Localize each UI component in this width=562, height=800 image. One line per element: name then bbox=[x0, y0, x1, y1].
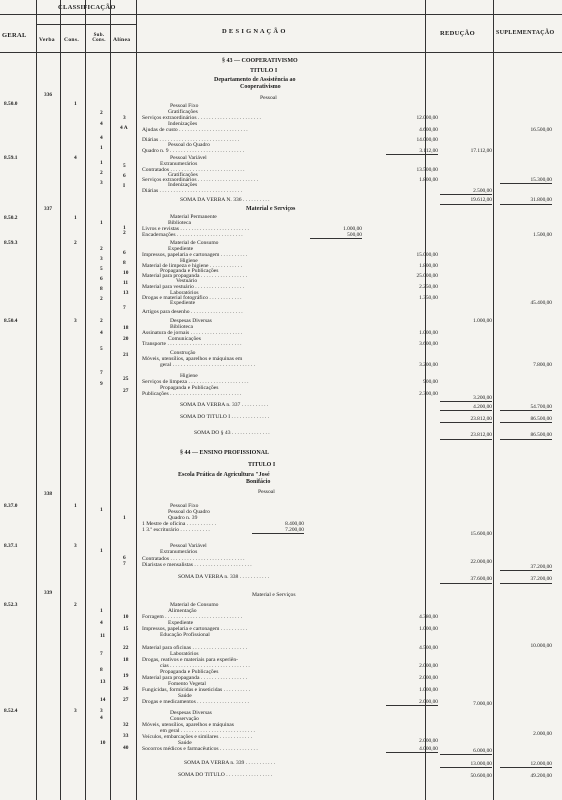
alinea-i: I bbox=[123, 183, 126, 189]
quadro-9: Quadro n. 9 . . . . . . . . . . . . . . . . . . . . . . . . . . . bbox=[142, 148, 245, 154]
red-publicacoes: 3.200,00 bbox=[440, 395, 492, 402]
impressos-2: Impressos, papelaria e cartonagem . . . . . . . . . . bbox=[142, 626, 248, 632]
ajudas-custo: Ajudas de custo . . . . . . . . . . . . . . . . . . . . . . . . . bbox=[142, 127, 248, 133]
despesas-diversas: Despesas Diversas bbox=[170, 318, 212, 324]
alinea-10b: 10 bbox=[123, 614, 129, 620]
red-contratados: 22.000,00 bbox=[470, 559, 492, 565]
header-rule-bottom bbox=[0, 52, 562, 53]
moveis-2-line1: Móveis, utensílios, aparelhos e máquinas bbox=[142, 722, 234, 728]
saude-2: Saúde bbox=[178, 740, 192, 746]
header-cons: Cons. bbox=[64, 37, 80, 43]
header-verba: Verba bbox=[39, 37, 55, 43]
alinea-10: 10 bbox=[123, 270, 129, 276]
alinea-8: 8 bbox=[123, 260, 126, 266]
sec43-heading: § 43 — COOPERATIVISMO bbox=[222, 58, 298, 64]
amt-oficinas: 4.500,00 bbox=[419, 645, 438, 651]
drogas-reativos-line1: Drogas, reativos e materiais para experiên- bbox=[142, 657, 238, 663]
sup-soma-337: 54.700,00 bbox=[500, 404, 552, 411]
amt-encadernacoes: 500,00 bbox=[310, 232, 362, 239]
subcons-3: 3 bbox=[100, 180, 103, 186]
subcons-6: 6 bbox=[100, 276, 103, 282]
propaganda-publicacoes: Propaganda e Publicações bbox=[160, 268, 219, 274]
subcons-8: 8 bbox=[100, 286, 103, 292]
col-divider-subcons bbox=[110, 0, 111, 800]
amt-escriturario: 7.200,00 bbox=[252, 527, 304, 534]
material-propaganda-2: Material para propaganda . . . . . . . . . . . . . . . . . bbox=[142, 675, 248, 681]
sup-oficinas: 10.000,00 bbox=[530, 643, 552, 649]
sec44-titulo: TITULO I bbox=[248, 462, 276, 468]
amt-servicos-extra-2: 1.800,00 bbox=[419, 177, 438, 183]
transporte: Transporte . . . . . . . . . . . . . . . . . . . . . . . . . . . bbox=[142, 341, 242, 347]
amt-livros: 1.000,00 bbox=[343, 226, 362, 232]
biblioteca-2: Biblioteca bbox=[170, 324, 193, 330]
conservacao: Conservação bbox=[170, 716, 199, 722]
subcons-4d: 4 bbox=[100, 620, 103, 626]
mestre-oficina: 1 Mestre de oficina . . . . . . . . . . . bbox=[142, 521, 217, 527]
amt-servicos-limpeza: 900,00 bbox=[423, 379, 438, 385]
cons-3c: 3 bbox=[74, 708, 77, 714]
subcons-2b: 2 bbox=[100, 170, 103, 176]
header-rule-classificacao bbox=[36, 24, 136, 25]
amt-assinatura: 1.000,00 bbox=[419, 330, 438, 336]
code-8-50-0: 8.50.0 bbox=[4, 101, 18, 107]
amt-diarias: 14.000,00 bbox=[416, 137, 438, 143]
red-quadro-39: 15.600,00 bbox=[470, 531, 492, 537]
amt-transporte: 3.600,00 bbox=[419, 341, 438, 347]
sup-soma-titulo-2: 49.200,00 bbox=[530, 773, 552, 779]
header-classificacao: CLASSIFICAÇÃO bbox=[58, 4, 116, 11]
sec44-heading: § 44 — ENSINO PROFISSIONAL bbox=[180, 450, 270, 456]
sec43-pessoal: Pessoal bbox=[260, 95, 277, 101]
extranumerarios-2: Extranumerários bbox=[160, 549, 198, 555]
artigos-desenho: Artigos para desenho . . . . . . . . . . . . . . . . . . . bbox=[142, 309, 243, 315]
pessoal-fixo: Pessoal Fixo bbox=[170, 103, 199, 109]
material-limpeza: Material de limpeza e higiene . . . . . . . . . . . . bbox=[142, 263, 243, 269]
red-soma-titulo-2: 50.600,00 bbox=[470, 773, 492, 779]
alinea-20: 20 bbox=[123, 336, 129, 342]
sup-soma-336: 31.800,00 bbox=[500, 197, 552, 205]
subcons-5b: 5 bbox=[100, 346, 103, 352]
code-8-59-1: 8.59.1 bbox=[4, 155, 18, 161]
subcons-7b: 7 bbox=[100, 651, 103, 657]
soma-verba-339: SOMA DA VERBA n. 339 . . . . . . . . . . . bbox=[184, 760, 276, 766]
amt-contratados: 13.500,00 bbox=[416, 167, 438, 173]
code-8-37-1: 8.37.1 bbox=[4, 543, 18, 549]
red-diarias-2: 2.500,00 bbox=[440, 188, 492, 195]
material-consumo-2: Material de Consumo bbox=[170, 602, 219, 608]
sup-servicos-extra-2: 15.300,00 bbox=[500, 177, 552, 184]
subcons-2: 2 bbox=[100, 110, 103, 116]
alinea-25: 25 bbox=[123, 376, 129, 382]
fungicidas: Fungicidas, formicidas e inseticidas . . . . . . . . . . bbox=[142, 687, 251, 693]
amt-drogas-medicamentos: 2.000,00 bbox=[386, 699, 438, 706]
soma-verba-336: SOMA DA VERBA N. 336 . . . . . . . . . . bbox=[180, 197, 270, 203]
sup-soma-43: 86.500,00 bbox=[500, 432, 552, 440]
amt-moveis: 3.200,00 bbox=[419, 362, 438, 368]
red-soma-336: 19.612,00 bbox=[440, 197, 492, 205]
soma-par-43: SOMA DO § 43 . . . . . . . . . . . . . . bbox=[194, 430, 270, 436]
amt-limpeza: 1.800,00 bbox=[419, 263, 438, 269]
subcons-1e: 1 bbox=[100, 548, 103, 554]
material-consumo: Material de Consumo bbox=[170, 240, 219, 246]
pessoal-quadro: Pessoal do Quadro bbox=[168, 142, 210, 148]
material-vestuario: Material para vestuário . . . . . . . . . . . . . . . . . . bbox=[142, 284, 245, 290]
socorros: Socorros médicos e farmacêuticos . . . . . . . . . . . . . . bbox=[142, 746, 258, 752]
encadernacoes: Encadernações . . . . . . . . . . . . . . . . . . . . . . . . bbox=[142, 232, 243, 238]
subcons-1: 1 bbox=[100, 145, 103, 151]
verba-339: 339 bbox=[44, 590, 53, 596]
red-socorros: 6.000,00 bbox=[440, 748, 492, 755]
alinea-11: 11 bbox=[123, 280, 129, 286]
cons-1c: 1 bbox=[74, 503, 77, 509]
material-servicos-2: Material e Serviços bbox=[252, 592, 296, 598]
red-soma-337: 4.200,00 bbox=[440, 404, 492, 411]
pessoal-fixo-2: Pessoal Fixo bbox=[170, 503, 199, 509]
material-permanente: Material Permanente bbox=[170, 214, 217, 220]
expediente-2: Expediente bbox=[170, 300, 196, 306]
diarias: Diárias . . . . . . . . . . . . . . . . . . . . . . . . . . . . . bbox=[142, 137, 240, 143]
sec44-pessoal: Pessoal bbox=[258, 489, 275, 495]
subcons-8b: 8 bbox=[100, 667, 103, 673]
col-divider-cons bbox=[85, 0, 86, 800]
alinea-18b: 18 bbox=[123, 657, 129, 663]
amt-veiculos: 2.000,00 bbox=[419, 738, 438, 744]
alinea-6b: 6 bbox=[123, 250, 126, 256]
subcons-4: 4 bbox=[100, 121, 103, 127]
amt-socorros: 4.000,00 bbox=[386, 746, 438, 753]
expediente: Expediente bbox=[168, 246, 194, 252]
red-soma-338: 37.600,00 bbox=[440, 576, 492, 584]
servicos-limpeza: Serviços de limpeza . . . . . . . . . . . . . . . . . . . . . . bbox=[142, 379, 249, 385]
header-alinea: Alínea bbox=[113, 37, 131, 43]
alinea-7: 7 bbox=[123, 305, 126, 311]
servicos-extra: Serviços extraordinários . . . . . . . . . . . . . . . . . . . . . . . bbox=[142, 115, 261, 121]
sup-drogas: 45.400,00 bbox=[530, 300, 552, 306]
col-divider-reducao bbox=[493, 0, 494, 800]
soma-verba-337: SOMA DA VERBA n. 337 . . . . . . . . . . bbox=[180, 402, 269, 408]
drogas-reativos-line2: cias . . . . . . . . . . . . . . . . . . . . . . . . . . . . . bbox=[160, 663, 250, 669]
amt-propaganda-2: 2.000,00 bbox=[419, 675, 438, 681]
cons-3b: 3 bbox=[74, 543, 77, 549]
moveis-line2: geral . . . . . . . . . . . . . . . . . . . . . . . . . . . . . . bbox=[160, 362, 256, 368]
quadro-39: Quadro n. 39 bbox=[168, 515, 198, 521]
contratados: Contratados . . . . . . . . . . . . . . . . . . . . . . . . . . . bbox=[142, 167, 245, 173]
extranumerarios: Extranumerários bbox=[160, 161, 198, 167]
amt-ajudas-custo: 4.600,00 bbox=[419, 127, 438, 133]
soma-titulo-2: SOMA DO TITULO . . . . . . . . . . . . . . . . . bbox=[178, 772, 273, 778]
header-suplementacao: SUPLEMENTAÇÃO bbox=[496, 30, 555, 36]
subcons-13: 13 bbox=[100, 679, 106, 685]
amt-servicos-extra: 12.000,00 bbox=[416, 115, 438, 121]
subcons-14: 14 bbox=[100, 697, 106, 703]
alinea-13: 13 bbox=[123, 290, 129, 296]
subcons-2d: 2 bbox=[100, 296, 103, 302]
subcons-3b: 3 bbox=[100, 256, 103, 262]
publicacoes: Publicações . . . . . . . . . . . . . . . . . . . . . . . . . . bbox=[142, 391, 242, 397]
alimentacao: Alimentação bbox=[168, 608, 197, 614]
red-soma-titulo-1: 23.812,00 bbox=[440, 416, 492, 423]
construcao: Construção bbox=[170, 350, 196, 356]
cons-3: 3 bbox=[74, 318, 77, 324]
alinea-5: 5 bbox=[123, 163, 126, 169]
cons-2b: 2 bbox=[74, 602, 77, 608]
servicos-extra-2: Serviços extraordinários . . . . . . . . . . . . . . . . . . . . . . bbox=[142, 177, 259, 183]
subcons-1d: 1 bbox=[100, 507, 103, 513]
sup-soma-titulo-1: 86.500,00 bbox=[500, 416, 552, 423]
subcons-7: 7 bbox=[100, 370, 103, 376]
subcons-1c: 1 bbox=[100, 220, 103, 226]
drogas-medicamentos: Drogas e medicamentos . . . . . . . . . . . . . . . . . . . bbox=[142, 699, 249, 705]
sec43-dept-line1: Departamento de Assistência ao bbox=[214, 77, 296, 83]
assinatura-jornais: Assinatura de jornais . . . . . . . . . . . . . . . . . . . bbox=[142, 330, 243, 336]
cons-4: 4 bbox=[74, 155, 77, 161]
alinea-22: 22 bbox=[123, 645, 129, 651]
code-8-52-3: 8.52.3 bbox=[4, 602, 18, 608]
cons-1b: 1 bbox=[74, 215, 77, 221]
code-8-59-3: 8.59.3 bbox=[4, 240, 18, 246]
sup-moveis: 7.800,00 bbox=[533, 362, 552, 368]
subcons-9: 9 bbox=[100, 381, 103, 387]
sec44-escola-line2: Bonifácio bbox=[246, 479, 271, 485]
alinea-33: 33 bbox=[123, 733, 129, 739]
alinea-32: 32 bbox=[123, 722, 129, 728]
moveis-line1: Móveis, utensílios, aparelhos e máquinas em bbox=[142, 356, 243, 362]
red-despesas: 1.000,00 bbox=[473, 318, 492, 324]
alinea-2: 2 bbox=[123, 230, 126, 236]
educacao-profissional: Educação Profissional bbox=[160, 632, 210, 638]
fomento-vegetal: Fomento Vegetal bbox=[168, 681, 206, 687]
subcons-2e: 2 bbox=[100, 318, 103, 324]
subcons-1b: 1 bbox=[100, 160, 103, 166]
amt-impressos: 15.000,00 bbox=[416, 252, 438, 258]
amt-propaganda: 25.000,00 bbox=[416, 273, 438, 279]
alinea-15: 15 bbox=[123, 626, 129, 632]
expediente-3: Expediente bbox=[168, 620, 194, 626]
moveis-2-line2: em geral . . . . . . . . . . . . . . . . . . . . . . . . . . . bbox=[160, 728, 255, 734]
saude: Saúde bbox=[178, 693, 192, 699]
amt-impressos-2: 1.000,00 bbox=[419, 626, 438, 632]
subcons-3c: 3 bbox=[100, 708, 103, 714]
sec43-dept-line2: Cooperativismo bbox=[240, 84, 281, 90]
verba-337: 337 bbox=[44, 206, 53, 212]
subcons-11: 11 bbox=[100, 633, 106, 639]
comunicacoes: Comunicações bbox=[168, 336, 201, 342]
sup-ajudas-custo: 16.500,00 bbox=[530, 127, 552, 133]
alinea-27b: 27 bbox=[123, 697, 129, 703]
header-rule-top bbox=[0, 14, 562, 15]
contratados-2: Contratados . . . . . . . . . . . . . . . . . . . . . . . . . . . bbox=[142, 556, 245, 562]
material-servicos: Material e Serviços bbox=[246, 206, 296, 212]
soma-verba-338: SOMA DA VERBA n. 338 . . . . . . . . . . . bbox=[178, 574, 270, 580]
diarias-2: Diárias . . . . . . . . . . . . . . . . . . . . . . . . . . . . . . bbox=[142, 188, 243, 194]
subcons-10: 10 bbox=[100, 740, 106, 746]
alinea-6: 6 bbox=[123, 173, 126, 179]
code-8-52-4: 8.52.4 bbox=[4, 708, 18, 714]
col-divider-alinea bbox=[136, 0, 137, 800]
soma-titulo-1: SOMA DO TITULO I . . . . . . . . . . . . . . bbox=[180, 414, 270, 420]
amt-mestre: 8.400,00 bbox=[285, 521, 304, 527]
amt-drogas-reativos: 2.000,00 bbox=[419, 663, 438, 669]
header-reducao: REDUÇÃO bbox=[440, 30, 475, 37]
alinea-3: 3 bbox=[123, 115, 126, 121]
indenizacoes: Indenizações bbox=[168, 121, 198, 127]
cons-2: 2 bbox=[74, 240, 77, 246]
sup-soma-338: 37.200,00 bbox=[500, 576, 552, 584]
verba-338: 338 bbox=[44, 491, 53, 497]
code-8-37-0: 8.37.0 bbox=[4, 503, 18, 509]
indenizacoes-2: Indenizações bbox=[168, 182, 198, 188]
biblioteca: Biblioteca bbox=[168, 220, 191, 226]
col-divider-verba bbox=[60, 0, 61, 800]
vestuario: Vestuário bbox=[176, 278, 198, 284]
sup-diaristas: 37.200,00 bbox=[500, 564, 552, 571]
laboratorios-2: Laboratórios bbox=[170, 651, 199, 657]
red-quadro-9: 17.112,00 bbox=[470, 148, 492, 154]
gratificacoes-2: Gratificações bbox=[168, 172, 198, 178]
alinea-1: 1 bbox=[123, 225, 126, 231]
code-8-50-4: 8.50.4 bbox=[4, 318, 18, 324]
amt-forragem: 4.380,00 bbox=[419, 614, 438, 620]
diaristas: Diaristas e mensalistas . . . . . . . . . . . . . . . . . . . . . bbox=[142, 562, 252, 568]
higiene: Higiene bbox=[180, 258, 198, 264]
pessoal-quadro-2: Pessoal do Quadro bbox=[168, 509, 210, 515]
alinea-1b: 1 bbox=[123, 515, 126, 521]
subcons-4c: 4 bbox=[100, 330, 103, 336]
alinea-26: 26 bbox=[123, 686, 129, 692]
alinea-6c: 6 bbox=[123, 555, 126, 561]
propaganda-publicacoes-2: Propaganda e Publicações bbox=[160, 385, 219, 391]
forragem: Forragem . . . . . . . . . . . . . . . . . . . . . . . . . . . . bbox=[142, 614, 243, 620]
alinea-40: 40 bbox=[123, 745, 129, 751]
despesas-diversas-2: Despesas Diversas bbox=[170, 710, 212, 716]
subcons-2c: 2 bbox=[100, 246, 103, 252]
header-geral: GERAL bbox=[2, 32, 27, 39]
alinea-19: 19 bbox=[123, 673, 129, 679]
red-soma-43: 23.812,00 bbox=[440, 432, 492, 440]
alinea-27: 27 bbox=[123, 388, 129, 394]
sec43-titulo: TITULO I bbox=[250, 68, 278, 74]
escriturario: 1 3.º escriturário . . . . . . . . . . . bbox=[142, 527, 210, 533]
header-designacao: D E S I G N A Ç Ã O bbox=[222, 28, 286, 35]
higiene-2: Higiene bbox=[180, 373, 198, 379]
impressos: Impressos, papelaria e cartonagem . . . . . . . . . . bbox=[142, 252, 248, 258]
sec44-escola-line1: Escola Prática de Agricultura "José bbox=[178, 472, 270, 478]
amt-fungicidas: 1.000,00 bbox=[419, 687, 438, 693]
pessoal-variavel: Pessoal Variável bbox=[170, 155, 207, 161]
laboratorios: Laboratórios bbox=[170, 290, 199, 296]
cons-1: 1 bbox=[74, 101, 77, 107]
subcons-5: 5 bbox=[100, 266, 103, 272]
amt-publicacoes: 2.300,00 bbox=[419, 391, 438, 397]
code-8-50-2: 8.50.2 bbox=[4, 215, 18, 221]
livros-revistas: Livros e revistas . . . . . . . . . . . . . . . . . . . . . . . . . bbox=[142, 226, 249, 232]
material-oficinas: Material para oficinas . . . . . . . . . . . . . . . . . . . . bbox=[142, 645, 248, 651]
amt-drogas: 1.350,00 bbox=[419, 295, 438, 301]
col-divider-geral bbox=[36, 0, 37, 800]
subcons-1f: 1 bbox=[100, 608, 103, 614]
red-soma-339: 13.000,00 bbox=[440, 761, 492, 768]
amt-vestuario: 2.250,00 bbox=[419, 284, 438, 290]
sup-soma-339: 12.000,00 bbox=[500, 761, 552, 768]
red-drogas-medicamentos: 7.000,00 bbox=[473, 701, 492, 707]
alinea-7b: 7 bbox=[123, 561, 126, 567]
alinea-4a: 4 A bbox=[120, 125, 128, 131]
header-subcons: Sub. Cons. bbox=[92, 33, 106, 43]
propaganda-publicacoes-3: Propaganda e Publicações bbox=[160, 669, 219, 675]
subcons-4e: 4 bbox=[100, 715, 103, 721]
material-propaganda: Material para propaganda . . . . . . . . . . . . . . . . . bbox=[142, 273, 248, 279]
drogas-fotografico: Drogas e material fotográfico . . . . . . . . . . . . bbox=[142, 295, 242, 301]
amt-quadro-9: 3.112,00 bbox=[386, 148, 438, 155]
alinea-21: 21 bbox=[123, 352, 129, 358]
sup-encadernacoes: 1.500,00 bbox=[533, 232, 552, 238]
gratificacoes: Gratificações bbox=[168, 109, 198, 115]
verba-336: 336 bbox=[44, 92, 53, 98]
subcons-4b: 4 bbox=[100, 135, 103, 141]
pessoal-variavel-2: Pessoal Variável bbox=[170, 543, 207, 549]
sup-moveis-2: 2.000,00 bbox=[533, 731, 552, 737]
alinea-18: 18 bbox=[123, 325, 129, 331]
veiculos: Veículos, embarcações e similares . . . . . . . . . . . . bbox=[142, 734, 252, 740]
